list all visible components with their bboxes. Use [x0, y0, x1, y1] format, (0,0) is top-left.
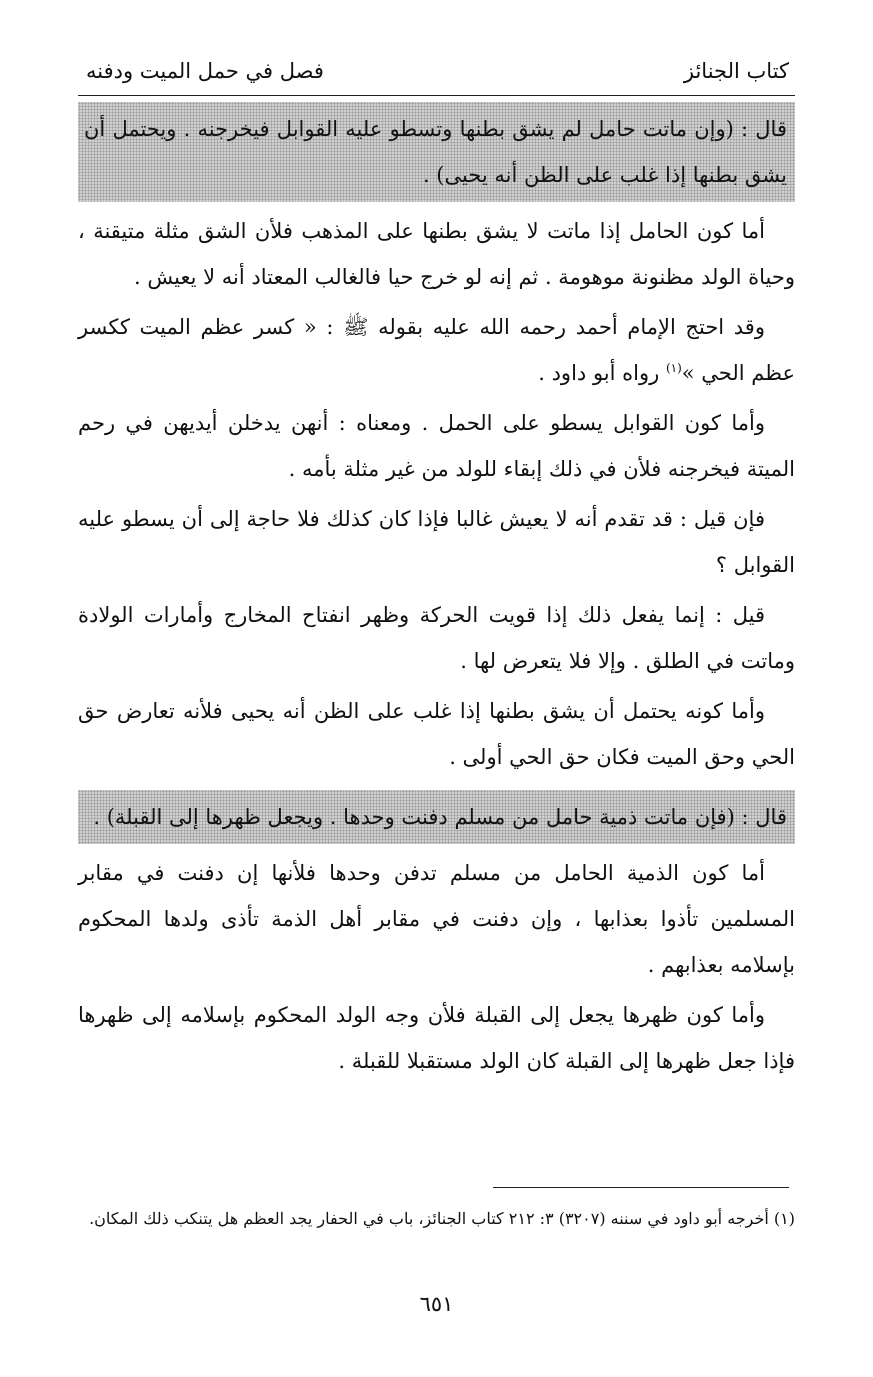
footnote-separator [493, 1187, 789, 1188]
quoted-matn-2: قال : (فإن ماتت ذمية حامل من مسلم دفنت وحدها . ويجعل ظهرها إلى القبلة) . [78, 790, 795, 844]
paragraph-hadith [78, 304, 795, 396]
footnote-marker: (١) [665, 361, 682, 375]
paragraph: فإن قيل : قد تقدم أنه لا يعيش غالبا فإذا كان كذلك فلا حاجة إلى أن يسطو عليه القوابل ؟ [78, 507, 795, 577]
chapter-title: فصل في حمل الميت ودفنه [86, 59, 324, 83]
hadith-text: وقد احتج الإمام أحمد رحمه الله عليه بقوله ﷺ : « كسر عظم الميت ككسر عظم الحي » [78, 315, 795, 385]
paragraph: وأما كون القوابل يسطو على الحمل . ومعناه : أنهن يدخلن أيديهن في رحم الميتة فيخرجنه فلأن في ذلك إبقاء للولد من غير مثلة بأمه . [78, 411, 795, 481]
paragraph: وأما كون ظهرها يجعل إلى القبلة فلأن وجه الولد المحكوم بإسلامه إلى ظهرها فإذا جعل ظهرها إلى القبلة كان الولد مستقبلا للقبلة . [78, 1003, 795, 1073]
book-title: كتاب الجنائز [683, 59, 789, 83]
paragraph: أما كون الذمية الحامل من مسلم تدفن وحدها فلأنها إن دفنت في مقابر المسلمين تأذوا بعذابها ، وإن دفنت في مقابر أهل الذمة تأذى ولدها المحكوم بإسلامه بعذابهم . [78, 861, 795, 977]
main-text [78, 102, 795, 1084]
page-number: ٦٥١ [419, 1292, 454, 1316]
paragraph: قيل : إنما يفعل ذلك إذا قويت الحركة وظهر انفتاح المخارج وأمارات الولادة وماتت في الطلق . وإلا فلا يتعرض لها . [78, 603, 795, 673]
quoted-matn-1: قال : (وإن ماتت حامل لم يشق بطنها وتسطو عليه القوابل فيخرجنه . ويحتمل أن يشق بطنها إذا غلب على الظن أنه يحيى) . [78, 102, 795, 202]
paragraph: أما كون الحامل إذا ماتت لا يشق بطنها على المذهب فلأن الشق مثلة متيقنة ، وحياة الولد مظنونة موهومة . ثم إنه لو خرج حيا فالغالب المعتاد أنه لا يعيش . [78, 219, 795, 289]
hadith-source: رواه أبو داود . [538, 361, 666, 385]
running-header [78, 55, 795, 96]
footnote: (١) أخرجه أبو داود في سننه (٣٢٠٧) ٣: ٢١٢ كتاب الجنائز، باب في الحفار يجد العظم هل يتنكب ذلك المكان. [89, 1209, 795, 1228]
paragraph: وأما كونه يحتمل أن يشق بطنها إذا غلب على الظن أنه يحيى فلأنه تعارض حق الحي وحق الميت فكان حق الحي أولى . [78, 699, 795, 769]
